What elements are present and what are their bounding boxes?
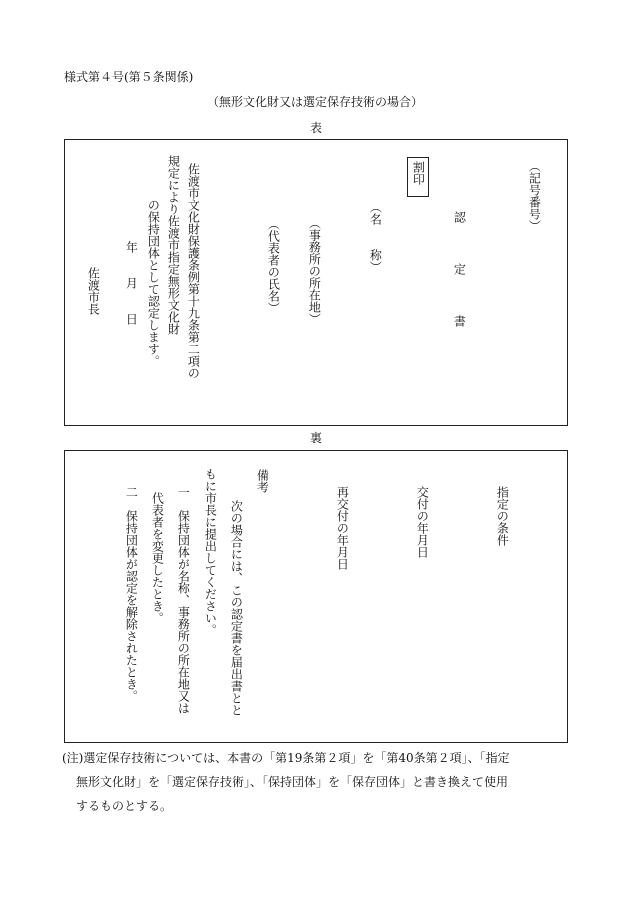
note-line-3: するものとする。: [76, 799, 173, 813]
certificate-body-line-2: 規定により佐渡市指定無形文化財: [166, 155, 181, 335]
office-address-label: （事務所の所在地）: [307, 217, 322, 325]
remarks-item-1-line-2: 代表者を変更したとき。: [150, 492, 165, 624]
record-number-label: （記号番号）: [527, 160, 542, 232]
seal-box: [407, 157, 429, 197]
remarks-item-2: 二 保持団体が認定を解除されたとき。: [124, 486, 139, 702]
back-label: 裏: [309, 431, 323, 445]
back-certificate-box: [64, 450, 568, 743]
representative-name-label: （代表者の氏名）: [266, 218, 281, 314]
certificate-title: 認 定 書: [452, 211, 467, 341]
issuer-mayor: 佐渡市長: [86, 267, 101, 315]
issue-date-blank: 年 月 日: [124, 241, 139, 325]
remarks-line-2: もに市長に提出してください。: [203, 468, 218, 636]
remarks-line-1: 次の場合には、この認定書を届出書とと: [229, 500, 244, 716]
form-number: 様式第４号(第５条関係): [64, 70, 194, 84]
reissue-date-label: 再交付の年月日: [335, 486, 350, 570]
certificate-body-line-3: の保持団体として認定します。: [146, 199, 161, 367]
name-label: （名 称）: [368, 201, 383, 273]
seal-label: 割印: [411, 161, 426, 185]
note-line-2: 無形文化財」を「選定保存技術」、「保持団体」を「保存団体」と書き換えて使用: [76, 775, 509, 789]
remarks-title: 備考: [255, 469, 270, 493]
front-label: 表: [309, 121, 323, 135]
issue-date-label: 交付の年月日: [415, 486, 430, 558]
note-line-1: (注)選定保存技術については、本書の「第19条第２項」を「第40条第２項」、「指定: [62, 751, 510, 765]
certificate-body-line-1: 佐渡市文化財保護条例第十九条第二項の: [186, 163, 201, 379]
designation-conditions-label: 指定の条件: [495, 486, 510, 546]
remarks-item-1-line-1: 一 保持団体が名称、事務所の所在地又は: [176, 486, 191, 714]
form-subtitle: （無形文化財又は選定保存技術の場合）: [206, 95, 424, 109]
